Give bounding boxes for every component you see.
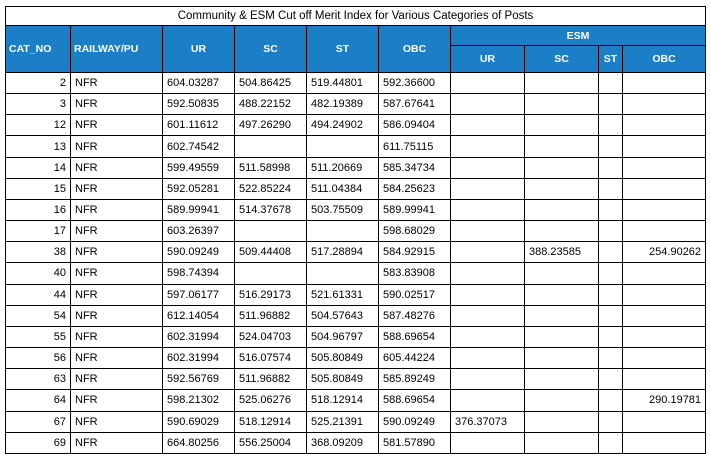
cell-railway: NFR [71,136,163,157]
cell-railway: NFR [71,115,163,136]
cell-esm-obc: 254.90262 [623,242,706,263]
cell-ur: 592.50835 [163,94,235,115]
table-row [6,94,706,115]
table-row [6,390,706,411]
cell-esm-obc [623,115,706,136]
cell-ur: 664.80256 [163,432,235,453]
table-row [6,178,706,199]
cell-railway: NFR [71,326,163,347]
header-st: ST [307,26,379,73]
cell-sc: 497.26290 [235,115,307,136]
cell-st: 505.80849 [307,369,379,390]
cell-obc: 583.83908 [379,263,451,284]
cell-sc: 511.96882 [235,369,307,390]
cell-sc: 524.04703 [235,326,307,347]
cell-sc: 516.29173 [235,284,307,305]
cell-cat-no: 44 [6,284,71,305]
cell-esm-obc [623,326,706,347]
header-railway: RAILWAY/PU [71,26,163,73]
cell-esm-ur [451,263,525,284]
cell-esm-sc: 388.23585 [525,242,599,263]
cell-esm-ur [451,73,525,94]
cell-sc [235,263,307,284]
cell-esm-sc [525,326,599,347]
cell-esm-ur [451,157,525,178]
cell-obc: 581.57890 [379,432,451,453]
cell-ur: 592.56769 [163,369,235,390]
cell-esm-sc [525,390,599,411]
table-row [6,221,706,242]
cell-esm-obc [623,73,706,94]
cell-esm-st [599,136,623,157]
cell-ur: 602.31994 [163,326,235,347]
cell-esm-sc [525,199,599,220]
cell-sc [235,221,307,242]
cell-esm-st [599,390,623,411]
table-header [6,7,706,73]
cell-cat-no: 54 [6,305,71,326]
cell-ur: 598.21302 [163,390,235,411]
cell-obc: 587.67641 [379,94,451,115]
cell-st [307,221,379,242]
cell-sc [235,136,307,157]
table-row [6,136,706,157]
cell-cat-no: 3 [6,94,71,115]
table-row [6,263,706,284]
table-row [6,305,706,326]
table-row [6,369,706,390]
cell-sc: 556.25004 [235,432,307,453]
cell-esm-obc [623,157,706,178]
header-obc: OBC [379,26,451,73]
cell-esm-st [599,432,623,453]
cell-cat-no: 13 [6,136,71,157]
cell-esm-ur [451,178,525,199]
cell-esm-st [599,369,623,390]
table-row [6,284,706,305]
table-row [6,242,706,263]
cell-st: 518.12914 [307,390,379,411]
cell-st: 368.09209 [307,432,379,453]
cell-esm-ur [451,199,525,220]
cell-esm-st [599,284,623,305]
cell-esm-ur [451,305,525,326]
cell-esm-obc [623,369,706,390]
cell-esm-sc [525,263,599,284]
header-ur: UR [163,26,235,73]
table-body [6,73,706,454]
cell-cat-no: 63 [6,369,71,390]
cell-railway: NFR [71,305,163,326]
table-title: Community & ESM Cut off Merit Index for Various Categories of Posts [6,7,706,26]
cell-sc: 511.58998 [235,157,307,178]
cell-esm-st [599,305,623,326]
cell-esm-obc [623,94,706,115]
cell-esm-sc [525,178,599,199]
cell-esm-obc [623,432,706,453]
cell-esm-st [599,263,623,284]
table-row [6,199,706,220]
cell-sc: 522.85224 [235,178,307,199]
header-esm-st: ST [599,46,623,73]
cell-esm-ur [451,348,525,369]
cell-esm-ur [451,390,525,411]
cell-cat-no: 2 [6,73,71,94]
cell-esm-ur [451,326,525,347]
cell-esm-sc [525,221,599,242]
cell-esm-obc [623,199,706,220]
cell-ur: 602.31994 [163,348,235,369]
cell-obc: 589.99941 [379,199,451,220]
cell-st: 511.20669 [307,157,379,178]
cell-ur: 589.99941 [163,199,235,220]
table-row [6,115,706,136]
cell-ur: 601.11612 [163,115,235,136]
cell-obc: 587.48276 [379,305,451,326]
cell-obc: 588.69654 [379,326,451,347]
cell-esm-st [599,73,623,94]
cell-ur: 597.06177 [163,284,235,305]
cell-ur: 612.14054 [163,305,235,326]
cell-ur: 598.74394 [163,263,235,284]
table-row [6,348,706,369]
table-row [6,326,706,347]
cell-st: 504.57643 [307,305,379,326]
cell-obc: 598.68029 [379,221,451,242]
cell-esm-sc [525,432,599,453]
cell-esm-sc [525,73,599,94]
cell-st: 521.61331 [307,284,379,305]
cell-ur: 590.69029 [163,411,235,432]
cell-obc: 585.34734 [379,157,451,178]
cell-esm-st [599,199,623,220]
cell-cat-no: 69 [6,432,71,453]
cell-esm-sc [525,369,599,390]
table-row [6,411,706,432]
cell-st [307,263,379,284]
cell-ur: 590.09249 [163,242,235,263]
cell-st: 519.44801 [307,73,379,94]
cell-st: 503.75509 [307,199,379,220]
cell-st: 494.24902 [307,115,379,136]
cell-obc: 588.69654 [379,390,451,411]
cell-esm-st [599,348,623,369]
cell-obc: 590.09249 [379,411,451,432]
cell-railway: NFR [71,411,163,432]
cell-esm-sc [525,305,599,326]
header-sc: SC [235,26,307,73]
cell-esm-sc [525,284,599,305]
cell-st: 517.28894 [307,242,379,263]
cell-esm-st [599,221,623,242]
cell-railway: NFR [71,73,163,94]
cell-esm-obc [623,221,706,242]
cell-esm-obc [623,348,706,369]
cell-esm-obc [623,263,706,284]
cell-st: 525.21391 [307,411,379,432]
header-esm-sc: SC [525,46,599,73]
cell-st: 505.80849 [307,348,379,369]
cell-ur: 592.05281 [163,178,235,199]
table-row [6,73,706,94]
cell-esm-st [599,326,623,347]
cell-sc: 511.96882 [235,305,307,326]
cell-railway: NFR [71,348,163,369]
cell-esm-obc [623,305,706,326]
cell-st: 504.96797 [307,326,379,347]
cell-esm-obc: 290.19781 [623,390,706,411]
cell-esm-ur [451,221,525,242]
table-row [6,157,706,178]
cell-cat-no: 56 [6,348,71,369]
cell-obc: 584.25623 [379,178,451,199]
cell-st: 511.04384 [307,178,379,199]
cell-st [307,136,379,157]
title-row [6,7,706,26]
cell-railway: NFR [71,390,163,411]
cell-esm-ur [451,242,525,263]
cell-railway: NFR [71,221,163,242]
cell-obc: 611.75115 [379,136,451,157]
cell-railway: NFR [71,94,163,115]
cell-cat-no: 12 [6,115,71,136]
cell-cat-no: 64 [6,390,71,411]
header-row-1 [6,26,706,46]
cell-sc: 518.12914 [235,411,307,432]
cell-obc: 585.89249 [379,369,451,390]
cell-esm-ur [451,284,525,305]
cell-railway: NFR [71,284,163,305]
cell-ur: 602.74542 [163,136,235,157]
cell-esm-st [599,115,623,136]
header-esm-ur: UR [451,46,525,73]
cell-obc: 586.09404 [379,115,451,136]
cell-esm-obc [623,178,706,199]
cell-esm-obc [623,136,706,157]
cell-esm-st [599,94,623,115]
cell-railway: NFR [71,242,163,263]
cell-ur: 604.03287 [163,73,235,94]
cell-esm-sc [525,348,599,369]
cell-st: 482.19389 [307,94,379,115]
cell-esm-ur [451,369,525,390]
cell-cat-no: 17 [6,221,71,242]
cell-railway: NFR [71,178,163,199]
header-esm: ESM [451,26,706,46]
cell-esm-st [599,242,623,263]
cell-obc: 584.92915 [379,242,451,263]
cell-cat-no: 14 [6,157,71,178]
cell-sc: 525.06276 [235,390,307,411]
cell-esm-ur [451,432,525,453]
cell-ur: 603.26397 [163,221,235,242]
table-row [6,432,706,453]
cell-ur: 599.49559 [163,157,235,178]
cell-cat-no: 67 [6,411,71,432]
cell-cat-no: 15 [6,178,71,199]
cell-esm-st [599,411,623,432]
cell-cat-no: 38 [6,242,71,263]
cell-esm-sc [525,157,599,178]
cell-esm-sc [525,94,599,115]
cell-sc: 504.86425 [235,73,307,94]
cell-obc: 590.02517 [379,284,451,305]
cell-esm-st [599,178,623,199]
cell-esm-obc [623,284,706,305]
cell-esm-sc [525,115,599,136]
cell-sc: 488.22152 [235,94,307,115]
cell-cat-no: 40 [6,263,71,284]
header-esm-obc: OBC [623,46,706,73]
cell-esm-ur [451,136,525,157]
cell-sc: 516.07574 [235,348,307,369]
cell-sc: 509.44408 [235,242,307,263]
cell-esm-st [599,157,623,178]
cell-esm-ur [451,94,525,115]
cell-esm-obc [623,411,706,432]
cell-esm-ur [451,115,525,136]
cell-cat-no: 55 [6,326,71,347]
cell-railway: NFR [71,432,163,453]
header-cat-no: CAT_NO [6,26,71,73]
cell-obc: 592.36600 [379,73,451,94]
cutoff-table [5,6,706,454]
cell-esm-sc [525,136,599,157]
cell-esm-sc [525,411,599,432]
cell-cat-no: 16 [6,199,71,220]
cell-sc: 514.37678 [235,199,307,220]
cell-railway: NFR [71,263,163,284]
cell-obc: 605.44224 [379,348,451,369]
cell-railway: NFR [71,199,163,220]
cell-railway: NFR [71,369,163,390]
cell-esm-ur: 376.37073 [451,411,525,432]
cell-railway: NFR [71,157,163,178]
